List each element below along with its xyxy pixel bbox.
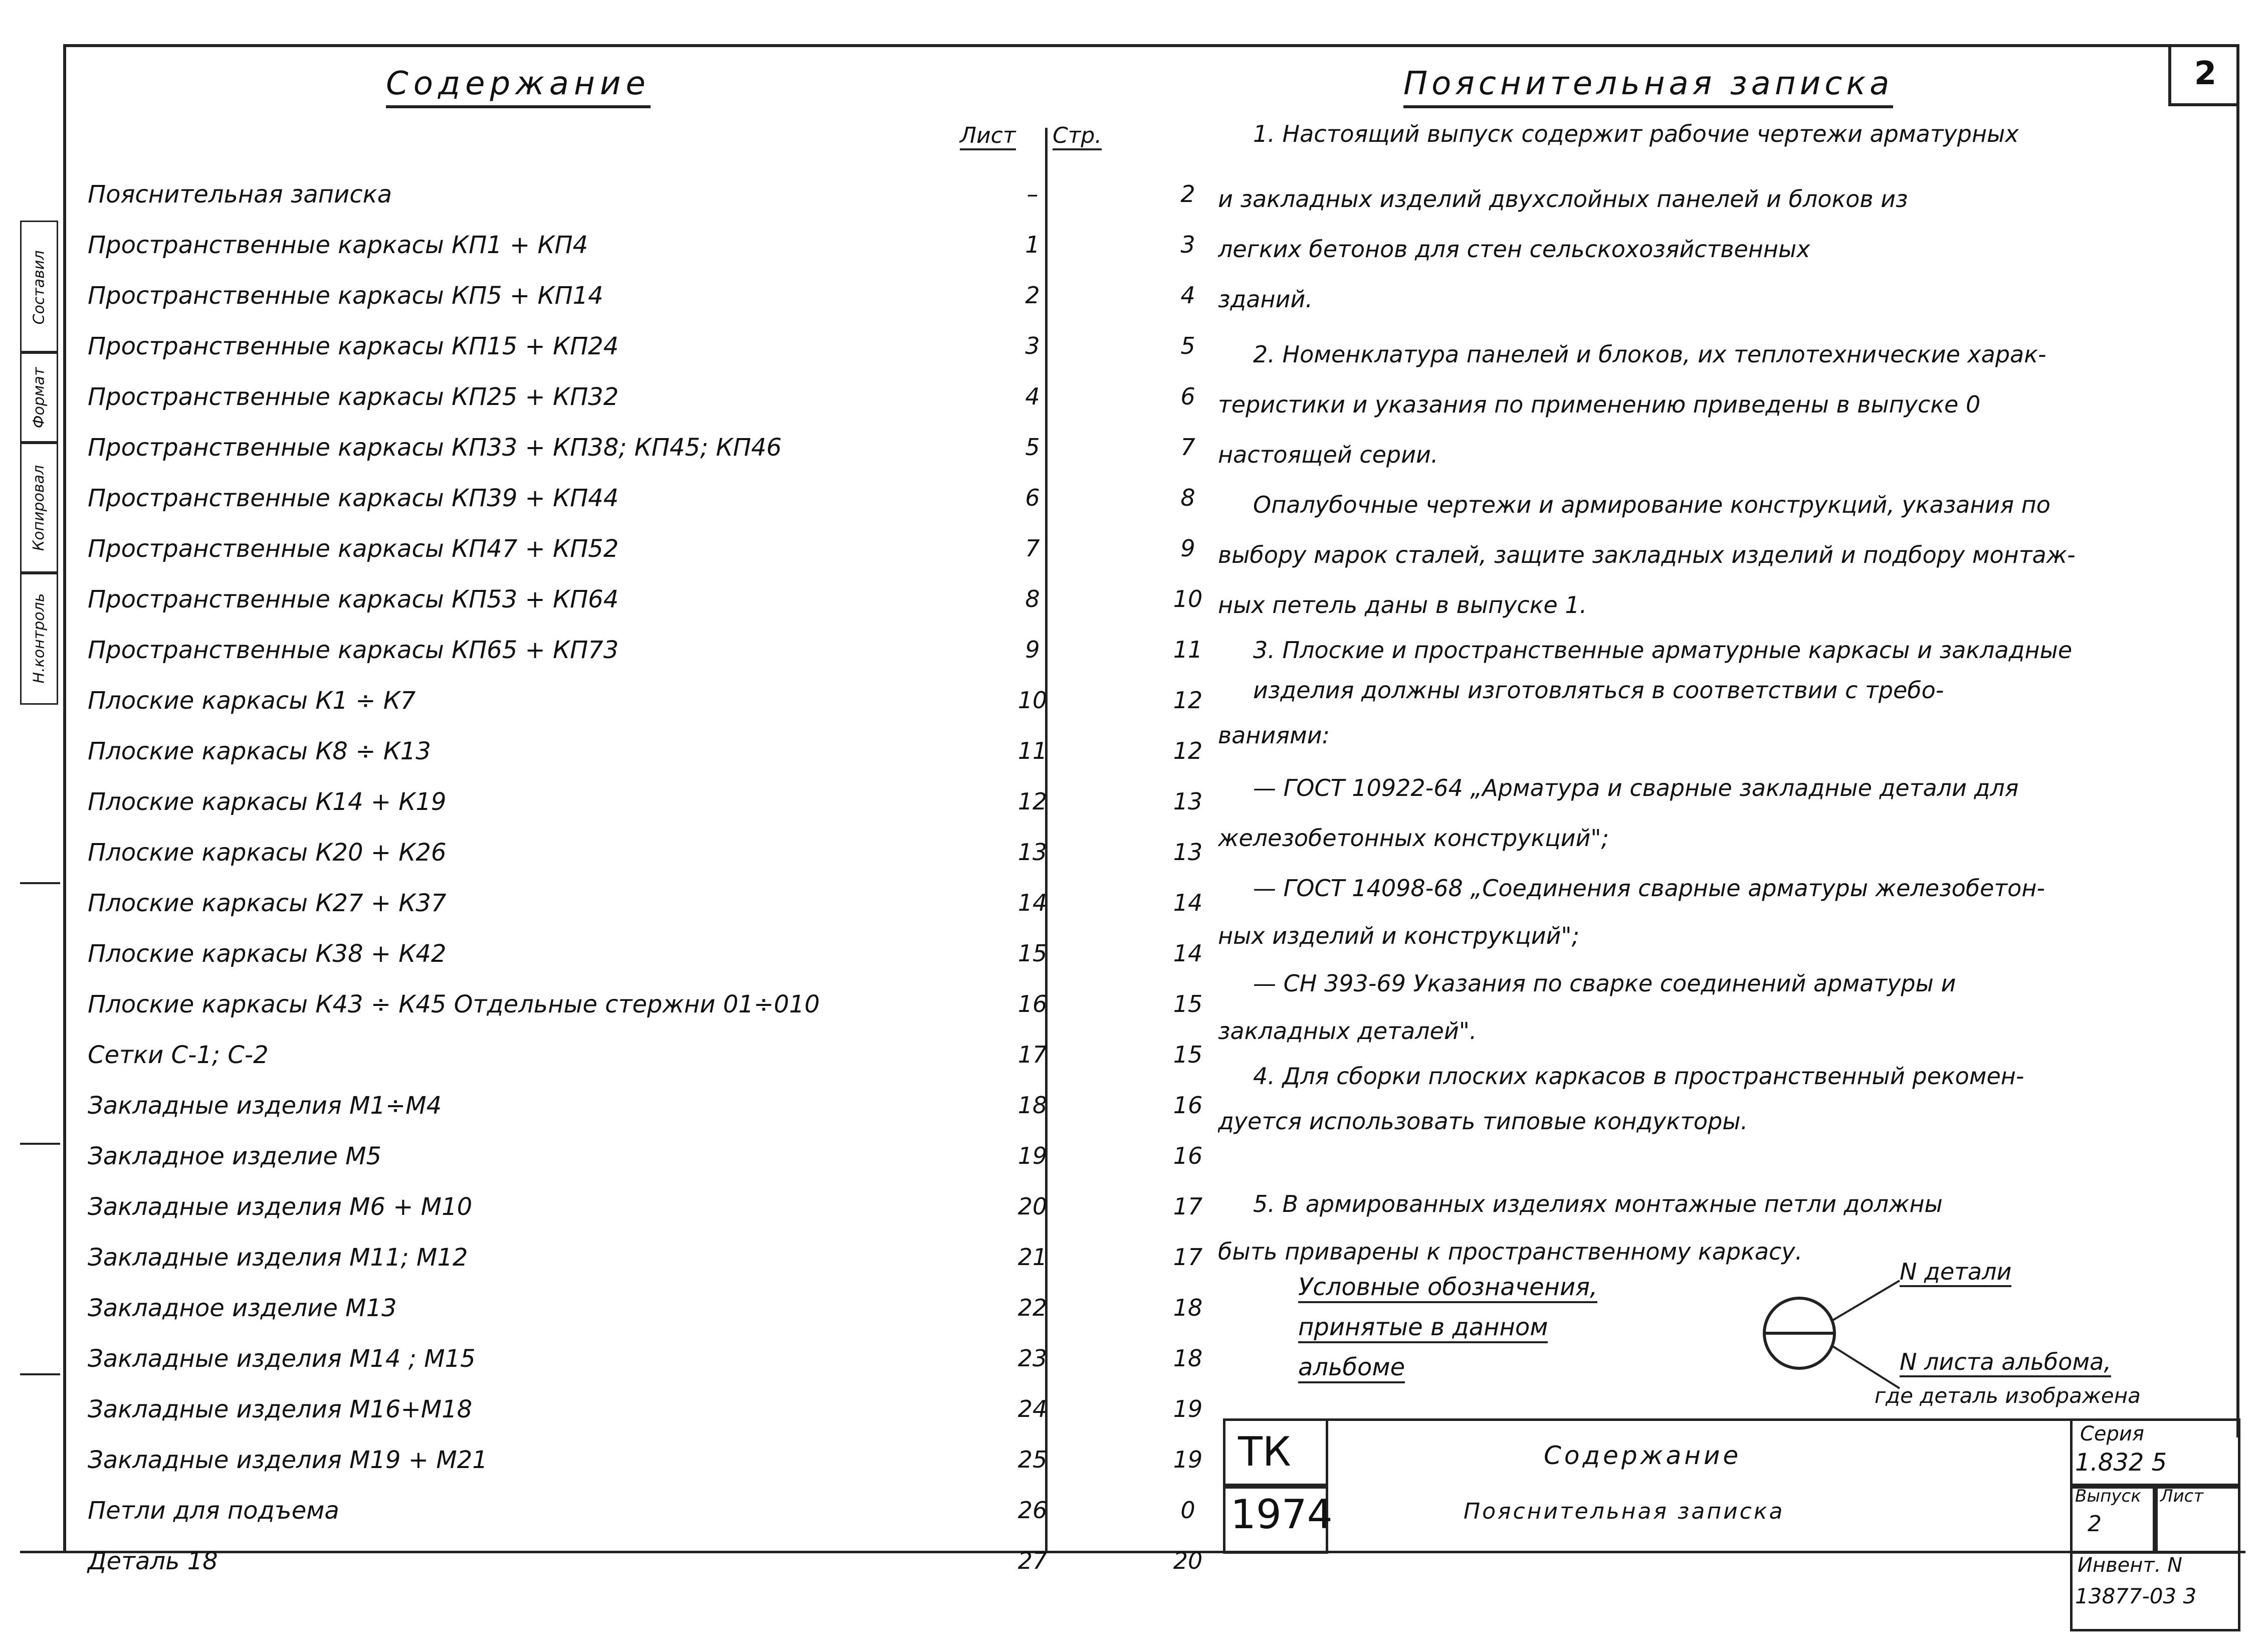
contents-row-sheet: 14 xyxy=(1017,889,1048,916)
contents-row-sheet: 1 xyxy=(1025,231,1040,258)
contents-row-page: 19 xyxy=(1173,1446,1203,1473)
frame-top-line xyxy=(64,44,2239,47)
note-line: Опалубочные чертежи и армирование конструкций, указания по xyxy=(1253,491,2050,518)
contents-row-page: 2 xyxy=(1180,180,1195,208)
contents-row-label: Пространственные каркасы КП25 + КП32 xyxy=(88,383,619,411)
contents-row-page: 12 xyxy=(1173,737,1203,764)
side-stamp-cell: Формат xyxy=(20,351,58,444)
contents-row xyxy=(88,1497,1195,1547)
contents-row-label: Закладное изделие М5 xyxy=(88,1142,382,1170)
legend-sheet-label-2: где деталь изображена xyxy=(1875,1383,2141,1408)
contents-row-page: 13 xyxy=(1173,839,1203,866)
contents-row-sheet: 7 xyxy=(1025,535,1040,562)
note-line: зданий. xyxy=(1218,286,1313,313)
contents-row-sheet: 21 xyxy=(1017,1244,1048,1271)
contents-row-label: Плоские каркасы К20 + К26 xyxy=(88,839,447,867)
legend-sheet-label: N листа альбома, xyxy=(1900,1348,2111,1377)
contents-row-page: 18 xyxy=(1173,1345,1203,1372)
contents-row-label: Плоские каркасы К43 ÷ К45 Отдельные стержни 01÷010 xyxy=(88,990,820,1018)
frame-left-line xyxy=(63,44,66,1553)
contents-row xyxy=(88,383,1195,433)
note-line: быть приварены к пространственному каркасу. xyxy=(1218,1238,1803,1265)
side-stamp xyxy=(20,221,63,747)
contents-row-sheet: – xyxy=(1026,180,1039,208)
contents-row-page: 4 xyxy=(1180,282,1195,309)
contents-row-page: 13 xyxy=(1173,788,1203,815)
inventory-value: 13877-03 3 xyxy=(2075,1584,2197,1608)
contents-row-sheet: 3 xyxy=(1025,332,1040,359)
contents-row-label: Плоские каркасы К38 + К42 xyxy=(88,940,447,968)
note-line: 2. Номенклатура панелей и блоков, их теплотехнические харак- xyxy=(1253,341,2046,368)
contents-row-label: Сетки С-1; С-2 xyxy=(88,1041,269,1069)
contents-row xyxy=(88,1345,1203,1395)
side-stamp-cell: Составил xyxy=(20,221,58,354)
contents-row xyxy=(88,1244,1203,1294)
contents-row-label: Пространственные каркасы КП5 + КП14 xyxy=(88,282,603,310)
contents-row xyxy=(88,332,1195,382)
contents-row-label: Пространственные каркасы КП39 + КП44 xyxy=(88,484,619,512)
note-line: выбору марок сталей, защите закладных изделий и подбору монтаж- xyxy=(1218,541,2076,568)
issue-value: 2 xyxy=(2088,1511,2102,1537)
contents-row-label: Закладные изделия М11; М12 xyxy=(88,1244,468,1272)
note-line: ваниями: xyxy=(1218,722,1330,749)
inventory-label: Инвент. N xyxy=(2078,1554,2183,1577)
contents-row-sheet: 15 xyxy=(1017,940,1048,967)
contents-row-sheet: 5 xyxy=(1025,434,1040,461)
contents-row xyxy=(88,1142,1203,1192)
contents-row-sheet: 2 xyxy=(1025,282,1040,309)
contents-row-page: 9 xyxy=(1180,535,1195,562)
contents-row-label: Пространственные каркасы КП65 + КП73 xyxy=(88,636,619,664)
margin-tick xyxy=(20,1373,60,1375)
contents-row-label: Пространственные каркасы КП53 + КП64 xyxy=(88,585,619,613)
note-line: ных петель даны в выпуске 1. xyxy=(1218,591,1587,618)
note-line: — ГОСТ 10922-64 „Арматура и сварные закладные детали для xyxy=(1253,774,2019,801)
contents-row-label: Пространственные каркасы КП47 + КП52 xyxy=(88,535,619,563)
note-line: 3. Плоские и пространственные арматурные каркасы и закладные xyxy=(1253,637,2073,664)
title-block-tk: ТК xyxy=(1238,1428,1291,1475)
contents-row xyxy=(88,990,1203,1041)
contents-row-page: 11 xyxy=(1173,636,1203,663)
contents-row-sheet: 13 xyxy=(1017,839,1048,866)
contents-row-sheet: 18 xyxy=(1017,1092,1048,1119)
contents-row-label: Закладные изделия М1÷М4 xyxy=(88,1092,442,1120)
contents-row-label: Пояснительная записка xyxy=(88,180,392,209)
contents-row xyxy=(88,535,1195,585)
contents-row-sheet: 16 xyxy=(1017,990,1048,1017)
issue-label: Выпуск xyxy=(2075,1486,2141,1506)
contents-row-sheet: 10 xyxy=(1017,687,1048,714)
note-line: — СН 393-69 Указания по сварке соединений арматуры и xyxy=(1253,970,1956,997)
contents-row-page: 8 xyxy=(1180,484,1195,511)
contents-row-sheet: 6 xyxy=(1025,484,1040,511)
legend-line: Условные обозначения, xyxy=(1298,1273,1597,1303)
contents-row-page: 19 xyxy=(1173,1395,1203,1422)
contents-row-sheet: 25 xyxy=(1017,1446,1048,1473)
contents-row-page: 14 xyxy=(1173,940,1203,967)
contents-row xyxy=(88,839,1203,889)
note-line: закладных деталей". xyxy=(1218,1017,1477,1045)
contents-row-sheet: 20 xyxy=(1017,1193,1048,1220)
contents-row-label: Плоские каркасы К14 + К19 xyxy=(88,788,447,816)
contents-row-page: 16 xyxy=(1173,1142,1203,1169)
contents-row-label: Закладные изделия М19 + М21 xyxy=(88,1446,488,1474)
contents-row-sheet: 4 xyxy=(1025,383,1040,410)
contents-row xyxy=(88,1547,1203,1597)
legend-line: альбоме xyxy=(1298,1353,1405,1383)
contents-row xyxy=(88,585,1203,636)
contents-row-sheet: 11 xyxy=(1017,737,1048,764)
contents-row xyxy=(88,282,1195,332)
contents-row xyxy=(88,231,1195,281)
contents-row xyxy=(88,1193,1203,1243)
contents-row-sheet: 12 xyxy=(1017,788,1048,815)
contents-row-label: Закладные изделия М6 + М10 xyxy=(88,1193,473,1221)
notes-title: Пояснительная записка xyxy=(1403,65,1893,108)
title-block-title-2: Пояснительная записка xyxy=(1464,1499,1785,1524)
contents-row-sheet: 17 xyxy=(1017,1041,1048,1068)
contents-row-label: Закладные изделия М14 ; М15 xyxy=(88,1345,476,1373)
contents-row xyxy=(88,1041,1203,1091)
contents-row xyxy=(88,484,1195,534)
column-header-page: Стр. xyxy=(1053,123,1102,150)
column-header-sheet: Лист xyxy=(960,123,1016,150)
series-value: 1.832 5 xyxy=(2075,1449,2167,1477)
contents-row-page: 12 xyxy=(1173,687,1203,714)
contents-row-page: 20 xyxy=(1173,1547,1203,1574)
contents-row-label: Пространственные каркасы КП1 + КП4 xyxy=(88,231,588,259)
contents-row xyxy=(88,889,1203,939)
contents-row xyxy=(88,1294,1203,1344)
contents-row-sheet: 27 xyxy=(1017,1547,1048,1574)
contents-row-label: Плоские каркасы К1 ÷ К7 xyxy=(88,687,416,715)
contents-row-sheet: 8 xyxy=(1025,585,1040,612)
series-label: Серия xyxy=(2080,1422,2144,1446)
contents-row xyxy=(88,636,1203,686)
contents-row xyxy=(88,788,1203,838)
note-line: железобетонных конструкций"; xyxy=(1218,824,1609,852)
note-line: настоящей серии. xyxy=(1218,441,1438,468)
contents-row-label: Плоские каркасы К8 ÷ К13 xyxy=(88,737,431,765)
contents-title: Содержание xyxy=(386,65,651,108)
contents-row-page: 15 xyxy=(1173,990,1203,1017)
contents-row xyxy=(88,1092,1203,1142)
contents-row-sheet: 23 xyxy=(1017,1345,1048,1372)
sheet-label: Лист xyxy=(2160,1486,2204,1506)
title-block-title-1: Содержание xyxy=(1544,1441,1742,1470)
margin-tick xyxy=(20,882,60,884)
contents-row-label: Пространственные каркасы КП15 + КП24 xyxy=(88,332,619,360)
contents-row-label: Плоские каркасы К27 + К37 xyxy=(88,889,447,917)
sheet-number: 2 xyxy=(2194,55,2217,92)
contents-row-page: 6 xyxy=(1180,383,1195,410)
note-line: легких бетонов для стен сельскохозяйственных xyxy=(1218,236,1810,263)
side-stamp-cell: Копировал xyxy=(20,441,58,574)
contents-row-label: Петли для подъема xyxy=(88,1497,339,1525)
note-line: ных изделий и конструкций"; xyxy=(1218,922,1580,949)
leader-line-sheet xyxy=(1832,1346,1900,1388)
contents-row-label: Деталь 18 xyxy=(88,1547,218,1575)
contents-row-sheet: 24 xyxy=(1017,1395,1048,1422)
contents-row-sheet: 9 xyxy=(1025,636,1040,663)
contents-row-page: 5 xyxy=(1180,332,1195,359)
contents-row-sheet: 19 xyxy=(1017,1142,1048,1169)
note-line: и закладных изделий двухслойных панелей и блоков из xyxy=(1218,185,1908,213)
contents-row-page: 17 xyxy=(1173,1193,1203,1220)
side-stamp-cell: Н.контроль xyxy=(20,571,58,705)
contents-row-page: 17 xyxy=(1173,1244,1203,1271)
contents-row-page: 15 xyxy=(1173,1041,1203,1068)
note-line: теристики и указания по применению приведены в выпуске 0 xyxy=(1218,391,1981,418)
contents-row-label: Закладные изделия М16+М18 xyxy=(88,1395,473,1423)
leader-line-detail xyxy=(1832,1281,1900,1321)
contents-row-sheet: 26 xyxy=(1017,1497,1048,1524)
note-line: 1. Настоящий выпуск содержит рабочие чертежи арматурных xyxy=(1253,120,2019,147)
contents-row-page: 0 xyxy=(1180,1497,1195,1524)
contents-row-page: 18 xyxy=(1173,1294,1203,1321)
note-line: изделия должны изготовляться в соответствии с требо- xyxy=(1253,677,1944,704)
contents-row xyxy=(88,687,1203,737)
contents-row-label: Пространственные каркасы КП33 + КП38; КП45; КП46 xyxy=(88,434,782,462)
title-block-year: 1974 xyxy=(1230,1491,1333,1538)
contents-row xyxy=(88,940,1203,990)
note-line: 4. Для сборки плоских каркасов в пространственный рекомен- xyxy=(1253,1063,2024,1090)
contents-row xyxy=(88,737,1203,787)
contents-row-page: 16 xyxy=(1173,1092,1203,1119)
contents-row-page: 14 xyxy=(1173,889,1203,916)
contents-row xyxy=(88,1395,1203,1446)
contents-row-page: 10 xyxy=(1173,585,1203,612)
legend-line: принятые в данном xyxy=(1298,1313,1548,1343)
sheet-number-box xyxy=(2168,44,2239,106)
margin-tick xyxy=(20,1143,60,1145)
frame-right-line xyxy=(2236,44,2239,1437)
note-line: 5. В армированных изделиях монтажные петли должны xyxy=(1253,1190,1943,1217)
contents-row xyxy=(88,180,1195,231)
contents-row-page: 7 xyxy=(1180,434,1195,461)
legend-detail-label: N детали xyxy=(1900,1258,2011,1287)
contents-row-sheet: 22 xyxy=(1017,1294,1048,1321)
contents-row-page: 3 xyxy=(1180,231,1195,258)
contents-row xyxy=(88,1446,1203,1496)
note-line: дуется использовать типовые кондукторы. xyxy=(1218,1108,1748,1135)
contents-row xyxy=(88,434,1195,484)
note-line: — ГОСТ 14098-68 „Соединения сварные арматуры железобетон- xyxy=(1253,875,2045,902)
contents-row-label: Закладное изделие М13 xyxy=(88,1294,397,1322)
